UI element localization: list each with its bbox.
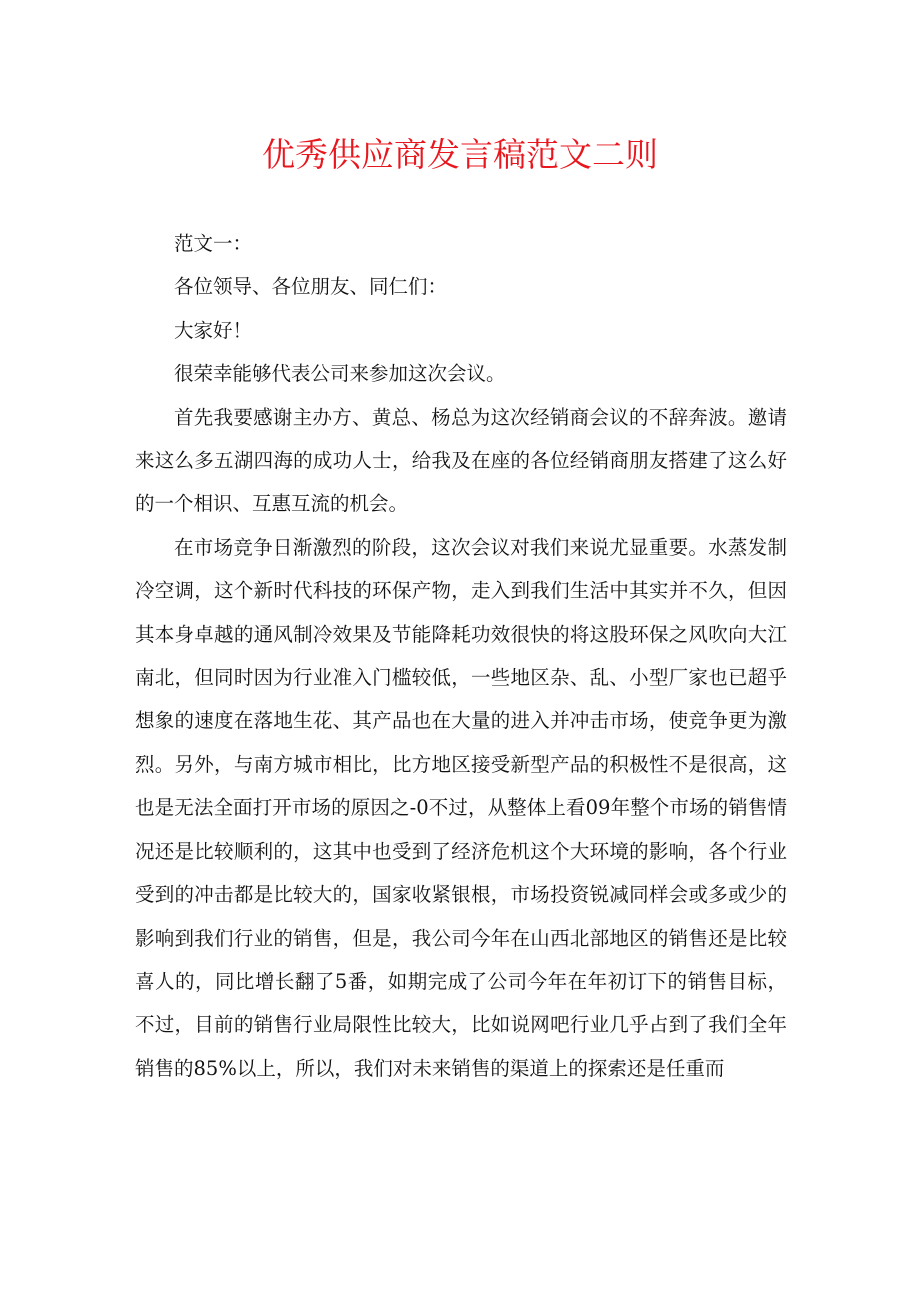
document-body <box>135 222 787 1090</box>
document-title: 优秀供应商发言稿范文二则 <box>262 135 658 174</box>
paragraph-greeting: 大家好！ <box>174 318 253 342</box>
paragraph-market: 在市场竞争日渐激烈的阶段，这次会议对我们来说尤显重要。水蒸发制冷空调，这个新时代科技的环保产物，走入到我们生活中其实并不久，但因其本身卓越的通风制冷效果及节能降耗功效很快的将这股环保之风吹向大江南北，但同时因为行业准入门槛较低，一些地区杂、乱、小型厂家也已超乎想象的速度在落地生花、其产品也在大量的进入并冲击市场，使竞争更为激烈。另外，与南方城市相比，比方地区接受新型产品的积极性不是很高，这也是无法全面打开市场的原因之-0不过，从整体上看09年整个市场的销售情况还是比较顺利的，这其中也受到了经济危机这个大环境的影响，各个行业受到的冲击都是比较大的，国家收紧银根，市场投资锐减同样会或多或少的影响到我们行业的销售，但是，我公司今年在山西北部地区的销售还是比较喜人的，同比增长翻了5番，如期完成了公司今年在年初订下的销售目标，不过，目前的销售行业局限性比较大，比如说网吧行业几乎占到了我们全年销售的85%以上，所以，我们对未来销售的渠道上的探索还是任重而 <box>135 535 787 1080</box>
paragraph-address: 各位领导、各位朋友、同仁们： <box>174 275 448 299</box>
paragraph-thanks: 首先我要感谢主办方、黄总、杨总为这次经销商会议的不辞奔波。邀请来这么多五湖四海的成功人士，给我及在座的各位经销商朋友搭建了这么好的一个相识、互惠互流的机会。 <box>135 405 787 516</box>
paragraph-salutation-heading: 范文一： <box>174 232 253 255</box>
paragraph-intro: 很荣幸能够代表公司来参加这次会议。 <box>174 362 506 386</box>
